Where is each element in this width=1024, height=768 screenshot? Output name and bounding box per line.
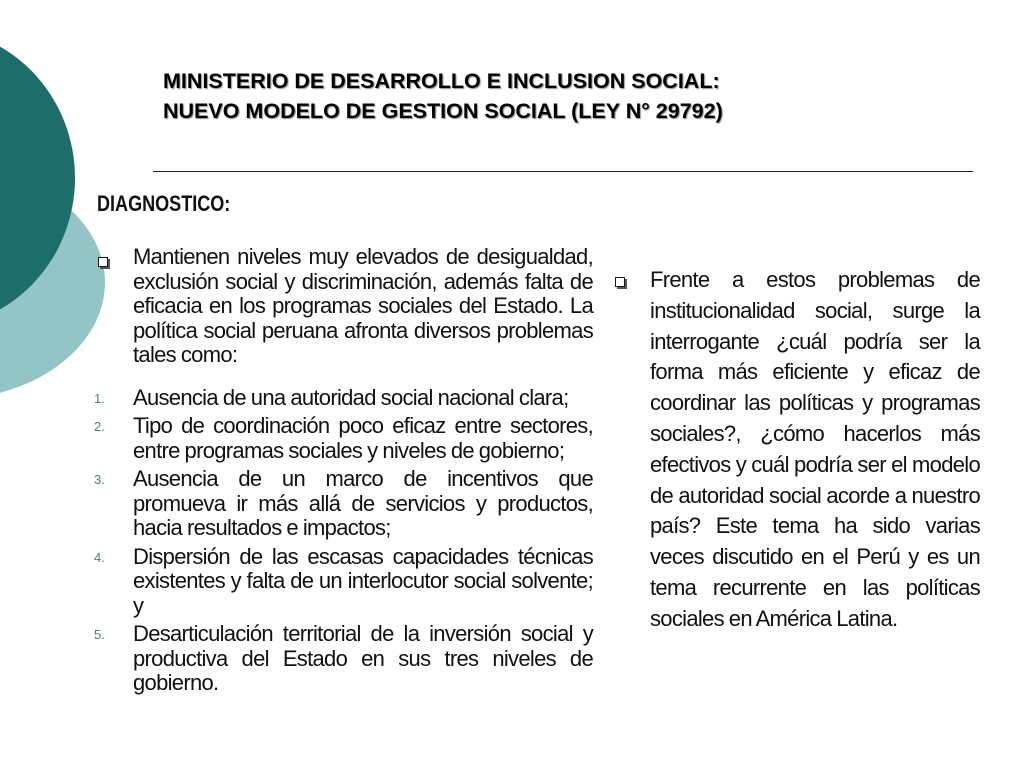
list-item-text: Desarticulación territorial de la inversión social y productiva del Estado en sus tres niveles de gobierno. — [133, 621, 593, 695]
list-item-text: Ausencia de un marco de incentivos que promueva ir más allá de servicios y productos, hacia resultados e impactos; — [133, 466, 593, 540]
list-item — [93, 467, 593, 541]
list-item-text: Dispersión de las escasas capacidades técnicas existentes y falta de un interlocutor social solvente; y — [133, 543, 593, 618]
list-number: 3. — [94, 472, 105, 487]
section-heading: DIAGNOSTICO: — [97, 191, 231, 216]
list-item — [93, 414, 593, 463]
slide-title — [163, 66, 983, 126]
title-line-1: MINISTERIO DE DESARROLLO E INCLUSION SOCIAL: — [163, 69, 720, 93]
left-column — [93, 245, 593, 700]
list-item-text: Tipo de coordinación poco eficaz entre sectores, entre programas sociales y niveles de gobierno; — [133, 413, 593, 463]
intro-paragraph: Mantienen niveles muy elevados de desigualdad, exclusión social y discriminación, además falta de eficacia en los programas sociales del Estado. La política social peruana afronta diversos problemas tales como: — [133, 244, 593, 367]
right-column — [610, 265, 980, 635]
list-item — [93, 386, 593, 411]
list-number: 5. — [94, 627, 105, 642]
title-divider — [153, 171, 973, 172]
square-bullet-icon — [98, 257, 108, 267]
right-bullet — [610, 265, 980, 635]
title-line-2: NUEVO MODELO DE GESTION SOCIAL (LEY N° 29792) — [163, 99, 723, 123]
intro-bullet — [93, 245, 593, 368]
list-item — [93, 622, 593, 696]
right-paragraph: Frente a estos problemas de institucionalidad social, surge la interrogante ¿cuál podría ser la forma más eficiente y eficaz de coordinar las políticas y programas sociales?, ¿cómo hacerlos más efectivos y cuál podría ser el modelo de autoridad social acorde a nuestro país? Este tema ha sido varias veces discutido en el Perú y es un tema recurrente en las políticas sociales en América Latina. — [650, 267, 980, 631]
problems-list — [93, 386, 593, 696]
list-item-text: Ausencia de una autoridad social nacional clara; — [133, 384, 569, 410]
list-number: 1. — [94, 390, 105, 406]
list-number: 2. — [94, 419, 105, 434]
list-number: 4. — [94, 549, 105, 565]
square-bullet-icon — [615, 277, 625, 287]
list-item — [93, 545, 593, 619]
